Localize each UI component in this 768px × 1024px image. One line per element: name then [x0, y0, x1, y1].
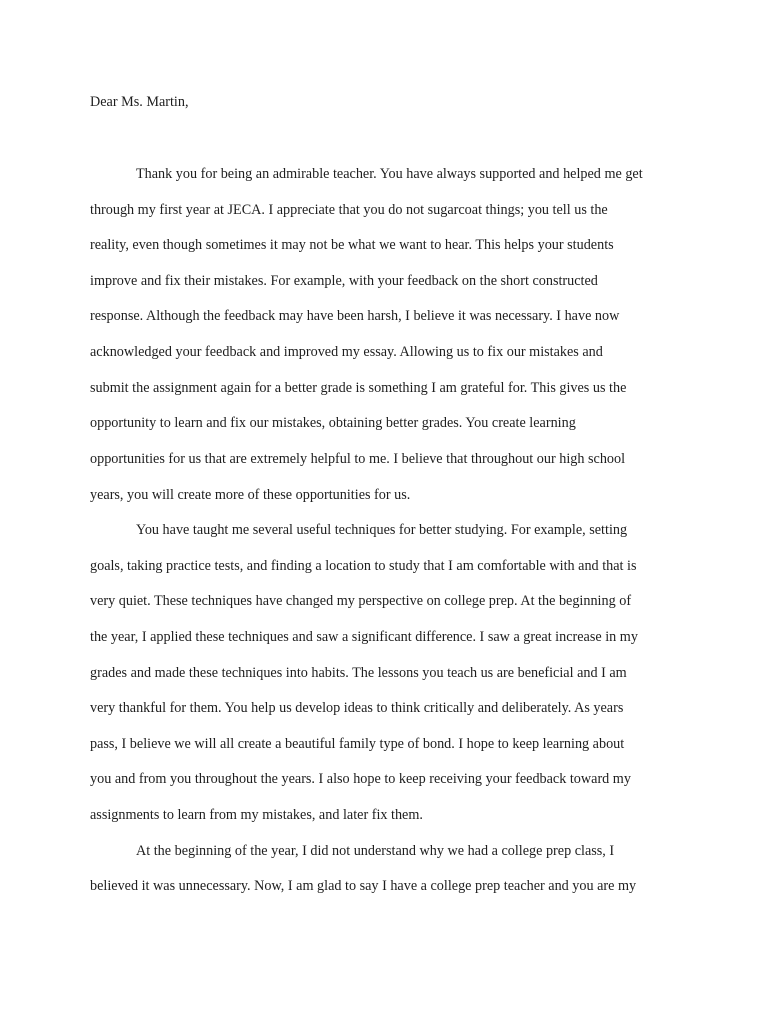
paragraph-2-line: the year, I applied these techniques and saw a significant difference. I saw a great increase in my [90, 629, 638, 645]
paragraph-2-line: You have taught me several useful techniques for better studying. For example, setting [136, 522, 628, 538]
paragraph-1-line: acknowledged your feedback and improved my essay. Allowing us to fix our mistakes and [90, 344, 603, 360]
paragraph-2-line: assignments to learn from my mistakes, and later fix them. [90, 807, 423, 823]
paragraph-1-line: opportunities for us that are extremely helpful to me. I believe that throughout our high school [90, 451, 626, 467]
paragraph-2-line: grades and made these techniques into habits. The lessons you teach us are beneficial and I am [90, 665, 627, 681]
paragraph-1-line: submit the assignment again for a better grade is something I am grateful for. This gives us the [90, 380, 627, 396]
paragraph-2-line: very quiet. These techniques have changed my perspective on college prep. At the beginning of [90, 593, 632, 609]
paragraph-1-line: improve and fix their mistakes. For example, with your feedback on the short constructed [90, 273, 598, 289]
paragraph-1-line: through my first year at JECA. I appreciate that you do not sugarcoat things; you tell us the [90, 202, 608, 218]
paragraph-2-line: pass, I believe we will all create a beautiful family type of bond. I hope to keep learning about [90, 736, 625, 752]
salutation: Dear Ms. Martin, [90, 94, 189, 110]
paragraph-1-line: reality, even though sometimes it may not be what we want to hear. This helps your students [90, 237, 614, 253]
paragraph-2-line: very thankful for them. You help us develop ideas to think critically and deliberately. As years [90, 700, 624, 716]
paragraph-1-line: Thank you for being an admirable teacher. You have always supported and helped me get [136, 166, 643, 182]
paragraph-1-line: opportunity to learn and fix our mistakes, obtaining better grades. You create learning [90, 415, 576, 431]
paragraph-1-line: response. Although the feedback may have been harsh, I believe it was necessary. I have now [90, 308, 620, 324]
paragraph-1-line: years, you will create more of these opportunities for us. [90, 487, 411, 503]
paragraph-2-line: goals, taking practice tests, and finding a location to study that I am comfortable with and that is [90, 558, 637, 574]
paragraph-3-line: believed it was unnecessary. Now, I am glad to say I have a college prep teacher and you are my [90, 878, 637, 894]
paragraph-2-line: you and from you throughout the years. I also hope to keep receiving your feedback toward my [90, 771, 631, 787]
paragraph-3-line: At the beginning of the year, I did not understand why we had a college prep class, I [136, 843, 615, 859]
